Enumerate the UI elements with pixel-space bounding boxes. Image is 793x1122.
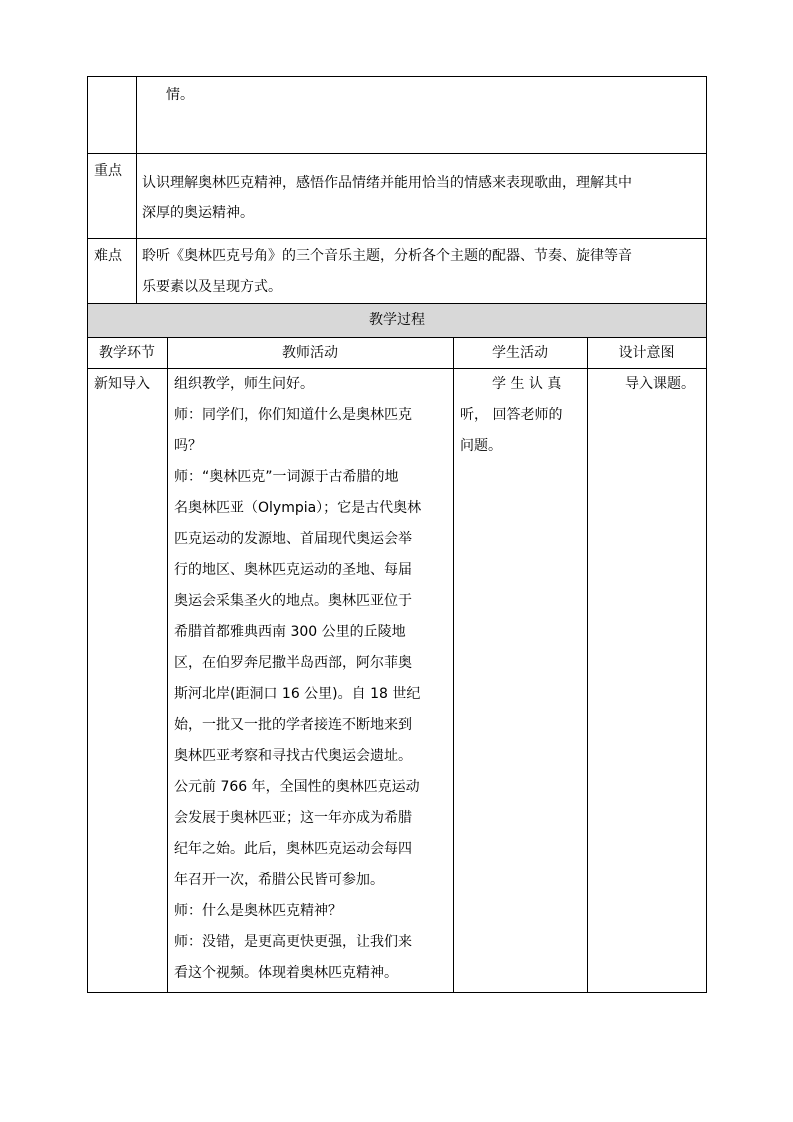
table-border xyxy=(87,153,707,154)
table-border xyxy=(87,76,707,77)
teacher-line: 组织教学，师生问好。 xyxy=(174,376,314,392)
table-border xyxy=(706,76,707,303)
key-point-label: 重点 xyxy=(94,163,122,179)
teacher-line: 师：同学们，你们知道什么是奥林匹克 xyxy=(174,407,412,423)
student-line: 学 生 认 真 xyxy=(492,376,562,392)
table-border xyxy=(167,337,168,993)
process-title: 教学过程 xyxy=(369,312,425,328)
table-border xyxy=(453,337,454,993)
teacher-line: 希腊首都雅典西南 300 公里的丘陵地 xyxy=(174,624,406,640)
teacher-line: 师：什么是奥林匹克精神？ xyxy=(174,903,342,919)
teacher-line: 公元前 766 年，全国性的奥林匹克运动 xyxy=(174,779,420,795)
teacher-line: 奥林匹亚考察和寻找古代奥运会遗址。 xyxy=(174,748,412,764)
header-student: 学生活动 xyxy=(492,345,548,361)
table-border xyxy=(87,337,88,993)
header-stage: 教学环节 xyxy=(99,345,155,361)
continuation-text: 情。 xyxy=(166,87,194,103)
teacher-line: 奥运会采集圣火的地点。奥林匹亚位于 xyxy=(174,593,412,609)
teacher-line: 始，一批又一批的学者接连不断地来到 xyxy=(174,717,412,733)
difficult-point-line: 乐要素以及呈现方式。 xyxy=(142,279,282,295)
teacher-line: 行的地区、奥林匹克运动的圣地、每届 xyxy=(174,562,412,578)
teacher-line: 看这个视频。体现着奥林匹克精神。 xyxy=(174,965,398,981)
student-line: 听， 回答老师的 xyxy=(460,407,563,423)
intent-cell: 导入课题。 xyxy=(625,376,695,392)
teacher-line: 师：“奥林匹克”一词源于古希腊的地 xyxy=(174,469,399,485)
difficult-point-label: 难点 xyxy=(94,248,122,264)
table-border xyxy=(87,76,88,303)
stage-cell: 新知导入 xyxy=(94,376,150,392)
difficult-point-line: 聆听《奥林匹克号角》的三个音乐主题，分析各个主题的配器、节奏、旋律等音 xyxy=(142,248,632,264)
teacher-line: 纪年之始。此后，奥林匹克运动会每四 xyxy=(174,841,412,857)
teacher-line: 名奥林匹亚（Olympia）；它是古代奥林 xyxy=(174,500,422,516)
header-intent: 设计意图 xyxy=(618,345,675,361)
teacher-line: 匹克运动的发源地、首届现代奥运会举 xyxy=(174,531,412,547)
key-point-line: 认识理解奥林匹克精神，感悟作品情绪并能用恰当的情感来表现歌曲，理解其中 xyxy=(142,175,632,191)
teacher-line: 区，在伯罗奔尼撒半岛西部，阿尔菲奥 xyxy=(174,655,412,671)
table-border xyxy=(136,76,137,303)
table-border xyxy=(87,992,707,993)
teacher-line: 年召开一次，希腊公民皆可参加。 xyxy=(174,872,384,888)
teacher-line: 斯河北岸(距洞口 16 公里)。自 18 世纪 xyxy=(174,686,421,702)
teacher-line: 师：没错，是更高更快更强，让我们来 xyxy=(174,934,412,950)
table-border xyxy=(87,238,707,239)
teacher-line: 吗？ xyxy=(174,438,202,454)
student-line: 问题。 xyxy=(460,438,502,454)
key-point-line: 深厚的奥运精神。 xyxy=(142,205,254,221)
table-border xyxy=(587,337,588,993)
teacher-line: 会发展于奥林匹亚；这一年亦成为希腊 xyxy=(174,810,412,826)
header-teacher: 教师活动 xyxy=(282,345,338,361)
table-border xyxy=(706,337,707,993)
